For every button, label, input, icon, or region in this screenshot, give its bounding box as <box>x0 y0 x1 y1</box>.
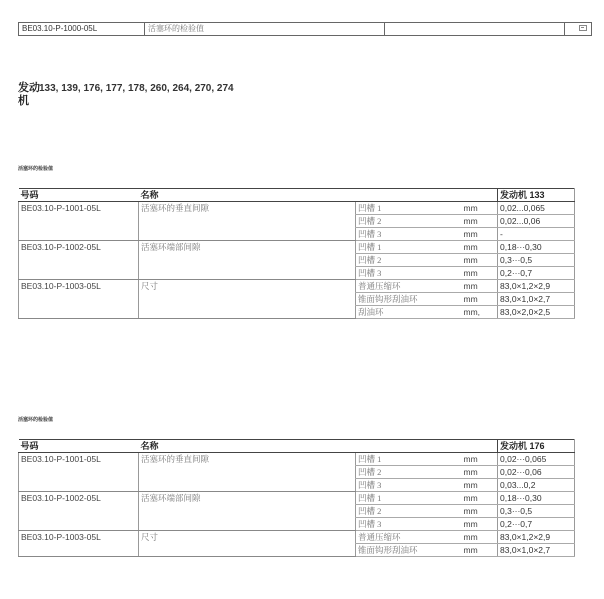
row-code <box>19 215 139 228</box>
row-name <box>139 505 356 518</box>
row-unit: mm <box>462 228 492 241</box>
row-unit: mm <box>462 466 492 479</box>
row-name <box>139 293 356 306</box>
row-subitem: 凹槽 2 <box>356 505 462 518</box>
row-code <box>19 466 139 479</box>
row-unit: mm <box>462 518 492 531</box>
row-code: BE03.10-P-1002-05L <box>19 241 139 254</box>
row-value: 0,02···0,065 <box>498 453 575 466</box>
table-row <box>19 215 575 228</box>
row-value: 0,18···0,30 <box>498 492 575 505</box>
row-code <box>19 267 139 280</box>
row-code <box>19 479 139 492</box>
row-name <box>139 254 356 267</box>
row-subitem: 锥面钩形刮油环 <box>356 293 462 306</box>
row-value: - <box>498 228 575 241</box>
col-header-engine: 发动机 176 <box>498 440 575 453</box>
row-code: BE03.10-P-1001-05L <box>19 202 139 215</box>
table-row <box>19 267 575 280</box>
row-code <box>19 544 139 557</box>
table-row <box>19 479 575 492</box>
row-unit: mm <box>462 505 492 518</box>
row-value: 0,02...0,06 <box>498 215 575 228</box>
table-row <box>19 241 575 254</box>
row-value: 83,0×2,0×2,5 <box>498 306 575 319</box>
table-row <box>19 453 575 466</box>
row-name <box>139 466 356 479</box>
row-unit: mm <box>462 544 492 557</box>
row-code: BE03.10-P-1003-05L <box>19 280 139 293</box>
col-header-name: 名称 <box>139 189 356 202</box>
table-row <box>19 306 575 319</box>
table-row <box>19 293 575 306</box>
table-row <box>19 254 575 267</box>
row-code <box>19 518 139 531</box>
document-icon[interactable] <box>579 25 587 31</box>
row-value: 83,0×1,2×2,9 <box>498 280 575 293</box>
row-value: 0,3···0,5 <box>498 505 575 518</box>
col-header-blank <box>356 440 462 453</box>
row-subitem: 凹槽 3 <box>356 479 462 492</box>
header-blank-cell <box>385 23 565 35</box>
row-value: 0,3···0,5 <box>498 254 575 267</box>
row-value: 0,2···0,7 <box>498 518 575 531</box>
document-header <box>18 22 592 36</box>
row-unit: mm <box>462 453 492 466</box>
row-unit: mm <box>462 215 492 228</box>
row-name <box>139 215 356 228</box>
row-unit: mm, <box>462 306 492 319</box>
row-value: 83,0×1,0×2,7 <box>498 293 575 306</box>
row-name: 活塞环端部间隙 <box>141 242 201 252</box>
row-subitem: 普通压缩环 <box>356 280 462 293</box>
row-value: 0,2···0,7 <box>498 267 575 280</box>
spec-table-1 <box>18 188 575 319</box>
section-title-1: 活塞环的检验值 <box>18 166 54 172</box>
table-header-row <box>19 189 575 202</box>
row-subitem: 凹槽 2 <box>356 215 462 228</box>
col-header-code: 号码 <box>19 440 139 453</box>
row-value: 83,0×1,2×2,9 <box>498 531 575 544</box>
header-title: 活塞环的检验值 <box>145 23 385 35</box>
spec-table-2 <box>18 439 575 557</box>
row-name <box>139 479 356 492</box>
row-unit: mm <box>462 267 492 280</box>
col-header-blank <box>462 440 492 453</box>
row-code <box>19 228 139 241</box>
row-subitem: 凹槽 1 <box>356 241 462 254</box>
table-row <box>19 466 575 479</box>
row-name: 活塞环端部间隙 <box>141 493 201 503</box>
table-row <box>19 505 575 518</box>
row-subitem: 锥面钩形刮油环 <box>356 544 462 557</box>
table-row <box>19 518 575 531</box>
page-title: 发动机 <box>18 82 40 107</box>
table-header-row <box>19 440 575 453</box>
row-unit: mm <box>462 531 492 544</box>
row-code: BE03.10-P-1001-05L <box>19 453 139 466</box>
row-name <box>139 228 356 241</box>
col-header-blank <box>356 189 462 202</box>
col-header-name: 名称 <box>139 440 356 453</box>
table-row <box>19 280 575 293</box>
row-name <box>139 544 356 557</box>
row-unit: mm <box>462 293 492 306</box>
row-name <box>139 267 356 280</box>
row-unit: mm <box>462 479 492 492</box>
row-name: 活塞环的垂直间隙 <box>141 203 210 213</box>
spec-table-1-body <box>19 189 575 319</box>
row-code <box>19 306 139 319</box>
row-value: 0,02···0,06 <box>498 466 575 479</box>
row-unit: mm <box>462 280 492 293</box>
section-title-2: 活塞环的检验值 <box>18 417 54 423</box>
row-code <box>19 505 139 518</box>
row-subitem: 凹槽 1 <box>356 492 462 505</box>
row-name: 活塞环的垂直间隙 <box>141 454 210 464</box>
row-unit: mm <box>462 202 492 215</box>
row-subitem: 凹槽 3 <box>356 228 462 241</box>
row-unit: mm <box>462 492 492 505</box>
table-row <box>19 544 575 557</box>
row-name: 尺寸 <box>141 281 159 291</box>
row-code <box>19 293 139 306</box>
row-unit: mm <box>462 241 492 254</box>
row-unit: mm <box>462 254 492 267</box>
row-subitem: 凹槽 1 <box>356 453 462 466</box>
row-value: 0,03...0,2 <box>498 479 575 492</box>
row-name: 尺寸 <box>141 532 159 542</box>
row-subitem: 普通压缩环 <box>356 531 462 544</box>
row-name <box>139 518 356 531</box>
row-value: 83,0×1,0×2,7 <box>498 544 575 557</box>
engine-models: 133, 139, 176, 177, 178, 260, 264, 270, 274 <box>39 83 234 94</box>
row-subitem: 刮油环 <box>356 306 462 319</box>
row-subitem: 凹槽 1 <box>356 202 462 215</box>
col-header-code: 号码 <box>19 189 139 202</box>
row-value: 0,02...0,065 <box>498 202 575 215</box>
col-header-engine: 发动机 133 <box>498 189 575 202</box>
row-code: BE03.10-P-1003-05L <box>19 531 139 544</box>
row-name <box>139 306 356 319</box>
col-header-blank <box>462 189 492 202</box>
table-row <box>19 228 575 241</box>
table-row <box>19 202 575 215</box>
row-subitem: 凹槽 2 <box>356 254 462 267</box>
row-subitem: 凹槽 3 <box>356 267 462 280</box>
row-code: BE03.10-P-1002-05L <box>19 492 139 505</box>
spec-table-2-body <box>19 440 575 557</box>
row-code <box>19 254 139 267</box>
header-code: BE03.10-P-1000-05L <box>19 23 145 35</box>
row-subitem: 凹槽 2 <box>356 466 462 479</box>
table-row <box>19 492 575 505</box>
table-row <box>19 531 575 544</box>
row-subitem: 凹槽 3 <box>356 518 462 531</box>
row-value: 0,18···0,30 <box>498 241 575 254</box>
